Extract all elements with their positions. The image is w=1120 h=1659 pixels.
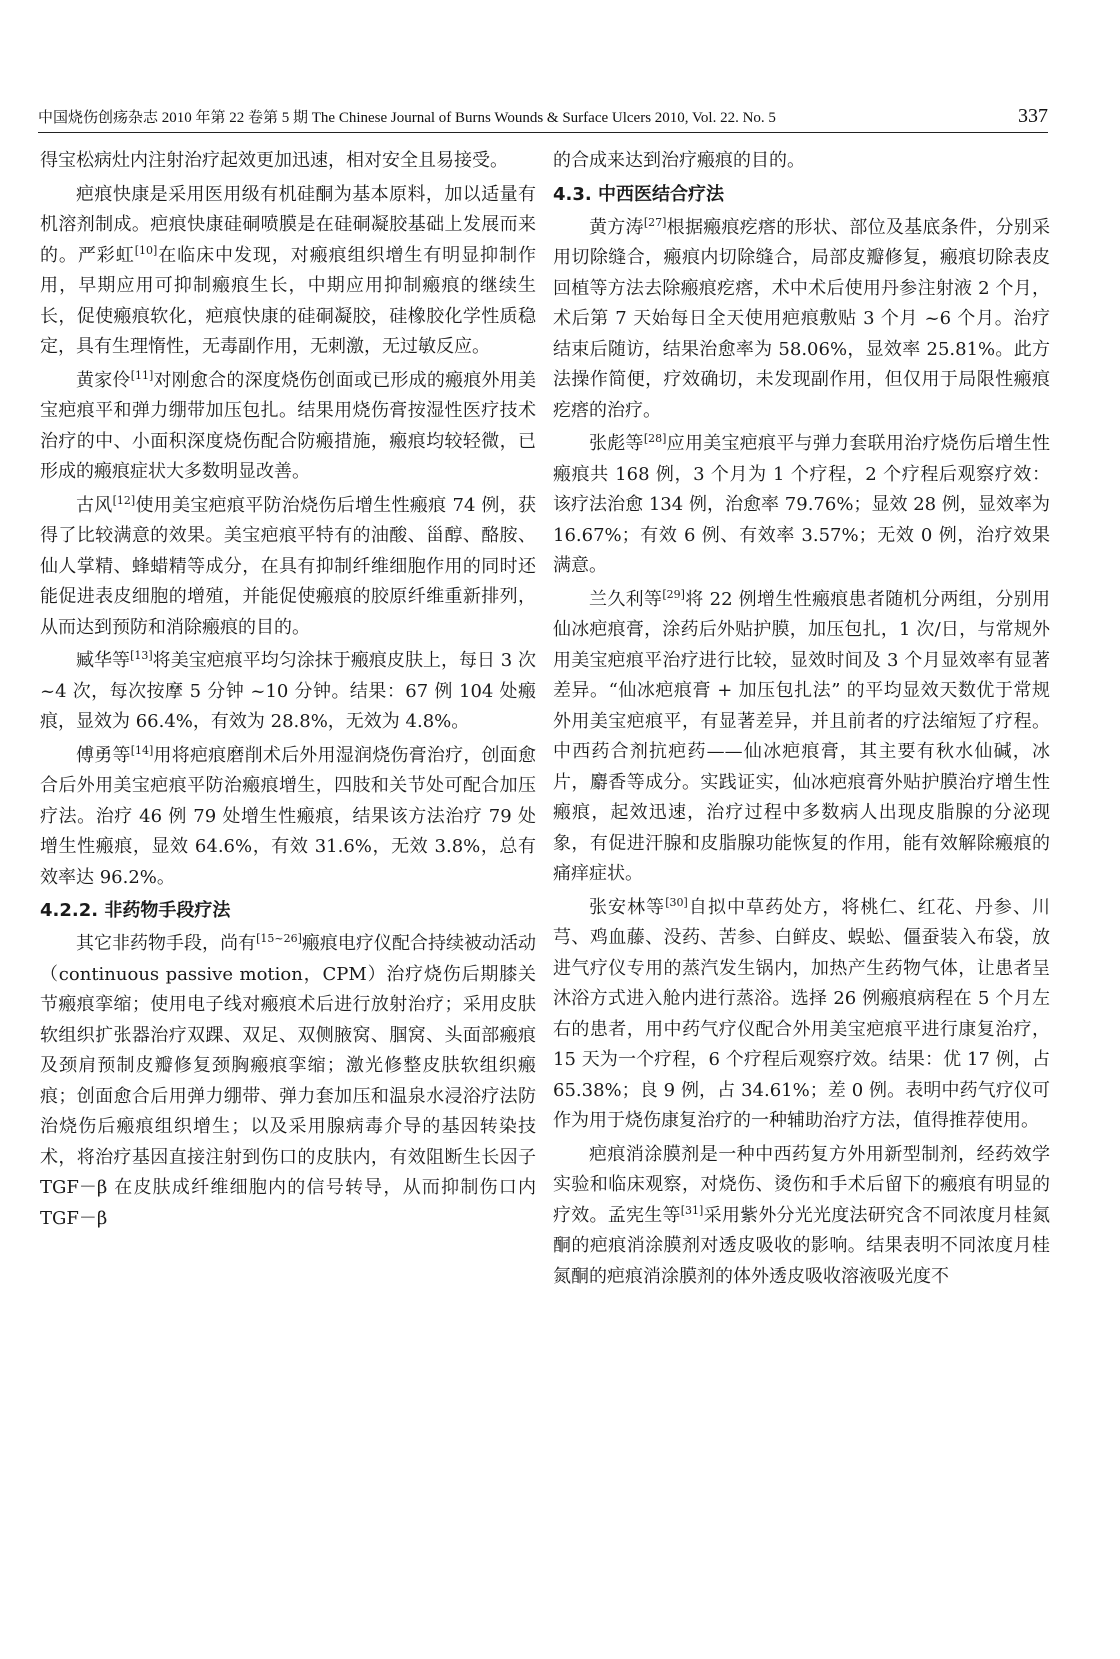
paragraph-text: 张安林等 — [589, 896, 666, 918]
paragraph-text: 在临床中发现，对瘢痕组织增生有明显抑制作用，早期应用可抑制瘢痕生长，中期应用抑制瘢痕的继续生长，促使瘢痕软化，疤痕快康的硅硐凝胶，硅橡胶化学性质稳定，具有生理惰性，无毒副作用，无刺激，无过敏反应。 — [40, 244, 537, 357]
paragraph-text: 疤痕消涂膜剂是一种中西药复方外用新型制剂，经药效学实验和临床观察，对烧伤、烫伤和手术后留下的瘢痕有明显的疗效。孟宪生等 — [553, 1143, 1050, 1226]
paragraph-text: 张彪等 — [589, 433, 644, 454]
paragraph-text: 其它非药物手段，尚有 — [76, 933, 257, 954]
paragraph-text: 根据瘢痕疙瘩的形状、部位及基底条件，分别采用切除缝合，瘢痕内切除缝合，局部皮瓣修复，瘢痕切除表皮回植等方法去除瘢痕疙瘩，术中术后使用丹参注射液 2 个月，术后第 7 天始每日全天使用疤痕敷贴 3 个月 ~6 个月。治疗结束后随访，结果治愈率为 58.06%，显效率 25.81%。此方法操作简便，疗效确切，未发现副作用，但仅用于局限性瘢痕疙瘩的治疗。 — [553, 216, 1051, 421]
citation: [13] — [130, 649, 153, 662]
paragraph — [40, 146, 536, 177]
paragraph-text: 黄家伶 — [76, 369, 131, 391]
paragraph — [553, 429, 1050, 582]
paragraph-text: 将美宝疤痕平均匀涂抹于瘢痕皮肤上，每日 3 次 ~4 次，每次按摩 5 分钟 ~10 分钟。结果：67 例 104 处瘢痕，显效为 66.4%，有效为 28.8%，无效为 4.8%。 — [40, 650, 536, 732]
paragraph — [40, 491, 536, 644]
paragraph-text: 将 22 例增生性瘢痕患者随机分两组，分别用仙冰疤痕膏，涂药后外贴护膜，加压包扎，1 次/日，与常规外用美宝疤痕平治疗进行比较，显效时间及 3 个月显效率有显著差异。“仙冰疤痕膏 + 加压包扎法” 的平均显效天数优于常规外用美宝疤痕平，有显著差异，并且前者的疗法缩短了疗程。中西药合剂抗疤药——仙冰疤痕膏，其主要有秋水仙碱，冰片，麝香等成分。实践证实，仙冰疤痕膏外贴护膜治疗增生性瘢痕，起效迅速，治疗过程中多数病人出现皮脂腺的分泌现象，有促进汗腺和皮脂腺功能恢复的作用，能有效解除瘢痕的痛痒症状。 — [553, 588, 1050, 884]
paragraph — [40, 366, 536, 488]
paragraph — [40, 741, 536, 894]
section-heading: 4.3. 中西医结合疗法 — [553, 183, 724, 205]
citation: [31] — [680, 1203, 704, 1217]
citation: [14] — [130, 743, 154, 757]
paragraph — [553, 585, 1050, 890]
citation: [30] — [665, 895, 688, 909]
paragraph-text: 古风 — [76, 494, 113, 516]
citation: [27] — [643, 215, 667, 229]
citation: [15~26] — [256, 932, 302, 945]
citation: [10] — [134, 243, 158, 257]
citation: [29] — [662, 587, 685, 601]
paragraph-text: 瘢痕电疗仪配合持续被动活动（continuous passive motion，CPM）治疗烧伤后期膝关节瘢痕挛缩；使用电子线对瘢痕术后进行放射治疗；采用皮肤软组织扩张器治疗双踝、双足、双侧腋窝、腘窝、头面部瘢痕及颈肩预制皮瓣修复颈胸瘢痕挛缩；激光修整皮肤软组织瘢痕；创面愈合后用弹力绷带、弹力套加压和温泉水浸浴疗法防治烧伤后瘢痕组织增生；以及采用腺病毒介导的基因转染技术，将治疗基因直接注射到伤口的皮肤内，有效阻断生长因子 TGF－β 在皮肤成纤维细胞内的信号转导，从而抑制伤口内 TGF－β — [40, 933, 537, 1229]
citation: [28] — [643, 432, 667, 445]
paragraph-text: 对刚愈合的深度烧伤创面或已形成的瘢痕外用美宝疤痕平和弹力绷带加压包扎。结果用烧伤膏按湿性医疗技术治疗的中、小面积深度烧伤配合防瘢措施，瘢痕均较轻微，已形成的瘢痕症状大多数明显改善。 — [40, 369, 537, 482]
page-number: 337 — [1018, 105, 1048, 127]
paragraph-text: 黄方涛 — [589, 216, 644, 238]
paragraph-text: 疤痕快康是采用医用级有机硅酮为基本原料，加以适量有机溶剂制成。疤痕快康硅硐喷膜是在硅硐凝胶基础上发展而来的。严彩虹 — [40, 183, 536, 266]
paragraph-text: 使用美宝疤痕平防治烧伤后增生性瘢痕 74 例，获得了比较满意的效果。美宝疤痕平特有的油酸、甾醇、酪胺、仙人掌精、蜂蜡精等成分，在具有抑制纤维细胞作用的同时还能促进表皮细胞的增殖，并能促使瘢痕的胶原纤维重新排列，从而达到预防和消除瘢痕的目的。 — [40, 494, 536, 638]
paragraph-text: 用将疤痕磨削术后外用湿润烧伤膏治疗，创面愈合后外用美宝疤痕平防治瘢痕增生，四肢和关节处可配合加压疗法。治疗 46 例 79 处增生性瘢痕，结果该方法治疗 79 处增生性瘢痕，显效 64.6%，有效 31.6%，无效 3.8%，总有效率达 96.2%。 — [40, 744, 537, 888]
paragraph — [553, 146, 1050, 177]
paragraph-text: 兰久利等 — [589, 588, 663, 610]
citation: [12] — [112, 493, 136, 507]
paragraph — [40, 646, 536, 738]
paragraph — [553, 893, 1050, 1137]
paragraph-text: 应用美宝疤痕平与弹力套联用治疗烧伤后增生性瘢痕共 168 例，3 个月为 1 个疗程，2 个疗程后观察疗效：该疗法治愈 134 例，治愈率 79.76%；显效 28 例，显效率为 16.67%；有效 6 例、有效率 3.57%；无效 0 例，治疗效果满意。 — [553, 433, 1051, 576]
right-column — [553, 146, 1050, 1295]
section-heading: 4.2.2. 非药物手段疗法 — [40, 900, 231, 921]
paragraph-text: 自拟中草药处方，将桃仁、红花、丹参、川芎、鸡血藤、没药、苦参、白鲜皮、蜈蚣、僵蚕装入布袋，放进气疗仪专用的蒸汽发生锅内，加热产生药物气体，让患者呈沐浴方式进入舱内进行蒸浴。选择 26 例瘢痕病程在 5 个月左右的患者，用中药气疗仪配合外用美宝疤痕平进行康复治疗，15 天为一个疗程，6 个疗程后观察疗效。结果：优 17 例，占 65.38%；良 9 例，占 34.61%；差 0 例。表明中药气疗仪可作为用于烧伤康复治疗的一种辅助治疗方法，值得推荐使用。 — [553, 896, 1051, 1131]
paragraph — [553, 213, 1050, 427]
paragraph-text: 臧华等 — [76, 650, 131, 671]
paragraph — [40, 180, 536, 363]
paragraph — [40, 929, 536, 1234]
paragraph-text: 采用紫外分光光度法研究含不同浓度月桂氮酮的疤痕消涂膜剂对透皮吸收的影响。结果表明不同浓度月桂氮酮的疤痕消涂膜剂的体外透皮吸收溶液吸光度不 — [553, 1204, 1051, 1287]
running-header — [38, 98, 1048, 133]
citation: [11] — [130, 368, 154, 382]
paragraph-text: 得宝松病灶内注射治疗起效更加迅速，相对安全且易接受。 — [40, 150, 508, 171]
running-title: 中国烧伤创疡杂志 2010 年第 22 卷第 5 期 The Chinese Journal of Burns Wounds & Surface Ulcers 2010, Vol. 22. No. 5 — [38, 110, 776, 126]
left-column — [40, 146, 536, 1237]
paragraph-text: 傅勇等 — [76, 744, 131, 766]
paragraph-text: 的合成来达到治疗瘢痕的目的。 — [553, 150, 805, 171]
paragraph — [553, 1140, 1050, 1293]
